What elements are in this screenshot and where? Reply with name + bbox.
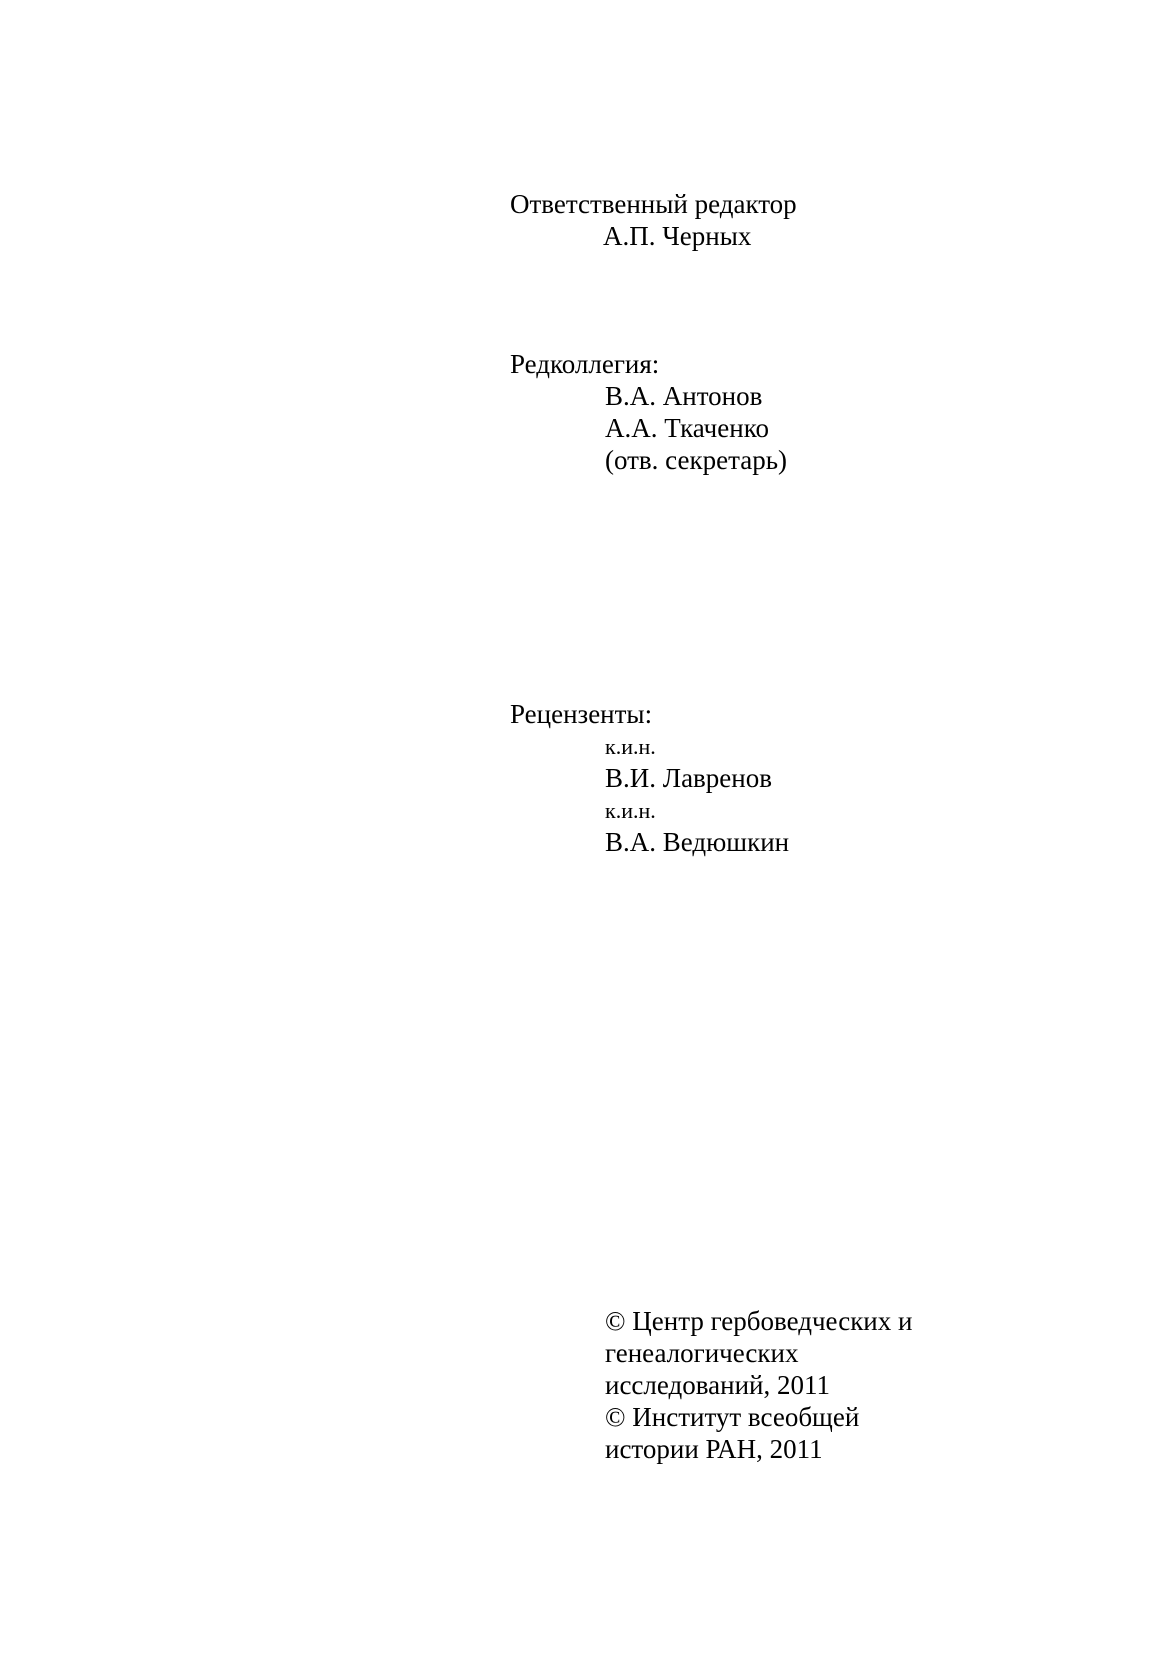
board-member: А.А. Ткаченко [605, 413, 769, 443]
copyright-line: генеалогических [605, 1338, 799, 1368]
copyright-line: © Центр гербоведческих и [605, 1306, 913, 1336]
reviewer-name: В.И. Лавренов [605, 763, 772, 793]
board-label: Редколлегия: [510, 349, 660, 379]
reviewers-label: Рецензенты: [510, 699, 653, 729]
board-member: В.А. Антонов [605, 381, 763, 411]
board-member-note: (отв. секретарь) [605, 445, 787, 475]
copyright-line: исследований, 2011 [605, 1370, 830, 1400]
editor-label: Ответственный редактор [510, 189, 797, 219]
copyright-line: истории РАН, 2011 [605, 1434, 823, 1464]
copyright-line: © Институт всеобщей [605, 1402, 860, 1432]
reviewer-degree: к.и.н. [605, 734, 656, 759]
reviewer-degree: к.и.н. [605, 798, 656, 823]
editor-name: А.П. Черных [603, 221, 752, 251]
reviewer-name: В.А. Ведюшкин [605, 827, 790, 857]
